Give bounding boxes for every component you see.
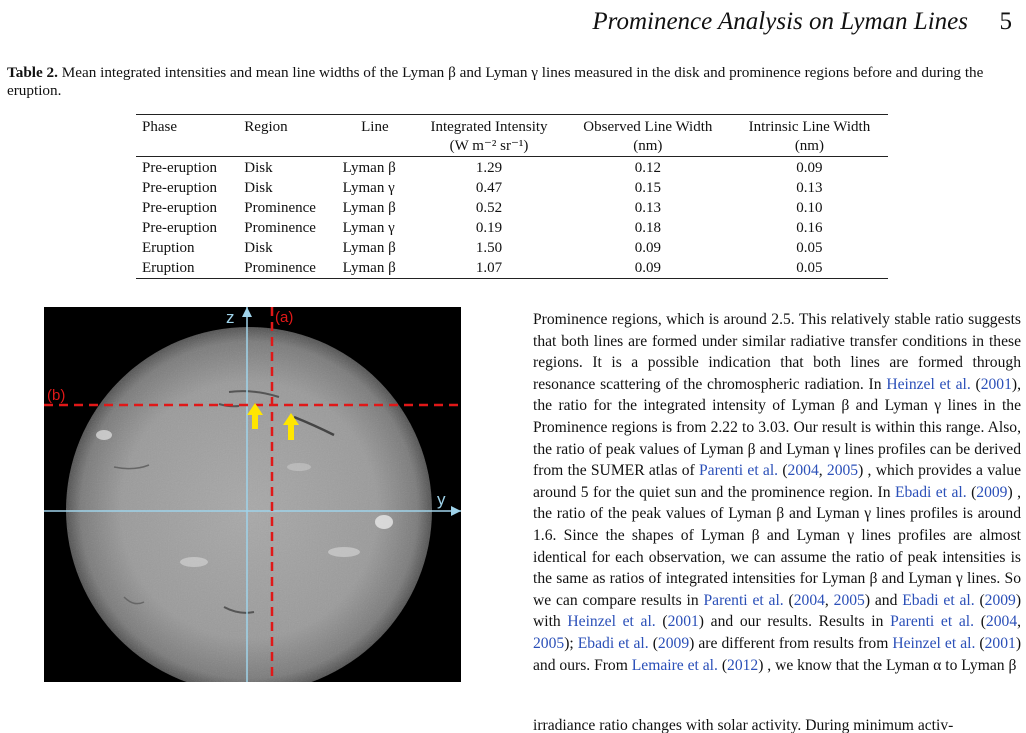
solar-disk-figure <box>44 307 461 682</box>
cell-phase: Pre-eruption <box>142 220 217 236</box>
cell-region: Prominence <box>238 258 336 279</box>
cell-intensity: 1.50 <box>475 240 503 256</box>
solar-disk-svg <box>44 307 461 682</box>
text-run: Prominence regions, which is around 2.5. This relatively stable ratio suggests that both lines are formed under similar radiative transfer conditions in these regions. It is a possible indication that both lines are formed through resonance scattering of the chromospheric radiation. In <box>533 311 1021 393</box>
unit-observed-width: (nm) <box>565 137 731 157</box>
text-run: and <box>870 591 903 609</box>
table-header-row <box>136 115 888 138</box>
clipped-line <box>533 715 1021 733</box>
table-row <box>136 218 888 238</box>
caption-text: Mean integrated intensities and mean line widths of the Lyman β and Lyman γ lines measured in the disk and prominence regions before and during the eruption. <box>7 64 984 99</box>
cell-intensity: 1.29 <box>475 160 503 176</box>
text-run: , the ratio for the integrated intensity of Lyman β and Lyman γ lines in the Prominence regions is from 2.22 to 3.03. Our result is within this range. Also, the ratio of peak values of Lyman β and Lyman γ lines profiles can be derived from the SUMER atlas of <box>533 375 1021 480</box>
citation-year-link[interactable]: 2001 <box>984 634 1016 652</box>
cell-observed-width: 0.13 <box>634 200 661 216</box>
table-row <box>136 198 888 218</box>
cut-b-label: (b) <box>47 387 66 404</box>
running-header <box>0 8 1026 42</box>
table-label: Table 2. <box>7 64 58 81</box>
col-phase: Phase <box>136 115 238 138</box>
citation-link[interactable]: Parenti et al. <box>890 613 975 631</box>
cell-observed-width: 0.09 <box>565 258 731 279</box>
table-caption <box>7 64 1019 100</box>
cell-region: Prominence <box>244 200 316 216</box>
citation-link[interactable]: Parenti et al. <box>703 591 784 609</box>
z-axis-label: z <box>226 308 235 327</box>
citation-link[interactable]: Ebadi et al. <box>894 483 967 501</box>
citation-link[interactable]: Lemaire et al. <box>631 656 718 674</box>
citation-year-link[interactable]: 2004 <box>793 591 825 609</box>
text-run: with <box>533 613 568 631</box>
cell-intrinsic-width: 0.05 <box>796 240 823 256</box>
cell-observed-width: 0.12 <box>634 160 661 176</box>
cell-line: Lyman β <box>337 258 413 279</box>
citation-year-link[interactable]: 2009 <box>984 591 1016 609</box>
page-number: 5 <box>999 8 1012 35</box>
cell-region: Disk <box>244 180 273 196</box>
cell-intensity: 1.07 <box>413 258 565 279</box>
table-row <box>136 238 888 258</box>
col-observed-width: Observed Line Width <box>565 115 731 138</box>
text-run: , which provides a value around 5 for the quiet sun and the prominence region. In <box>533 462 1022 501</box>
cell-region: Prominence <box>244 220 316 236</box>
cell-intrinsic-width: 0.10 <box>796 200 823 216</box>
cell-line: Lyman β <box>342 200 396 216</box>
cell-observed-width: 0.09 <box>634 240 661 256</box>
cell-line: Lyman γ <box>342 180 395 196</box>
cell-phase: Pre-eruption <box>142 180 217 196</box>
text-run: ; <box>569 634 578 652</box>
table-units-row <box>136 137 888 157</box>
cell-region: Disk <box>244 240 273 256</box>
cell-region: Disk <box>244 160 273 176</box>
cell-phase: Eruption <box>136 258 238 279</box>
cell-phase: Pre-eruption <box>142 160 217 176</box>
col-intrinsic-width: Intrinsic Line Width <box>731 115 888 138</box>
text-run: , we know that the Lyman α to Lyman β <box>763 656 1017 674</box>
cell-phase: Eruption <box>142 240 195 256</box>
text-run: , the ratio of the peak values of Lyman β and Lyman γ lines profiles is around 1.6. Since the shapes of Lyman β and Lyman γ lines profiles are almost identical for each observation, we can assume the ratio of peak intensities is the same as ratios of integrated intensities for Lyman β and Lyman γ lines. So we can compare results in <box>533 483 1021 609</box>
cell-intrinsic-width: 0.16 <box>796 220 823 236</box>
citation-year-link[interactable]: 2005 <box>833 591 865 609</box>
citation-link[interactable]: Heinzel et al. <box>886 375 971 393</box>
cell-intensity: 0.47 <box>475 180 503 196</box>
citation-link[interactable]: Heinzel et al. <box>567 613 656 631</box>
text-run: are different from results from <box>694 634 893 652</box>
cell-intrinsic-width: 0.09 <box>796 160 823 176</box>
y-axis-label: y <box>437 490 446 509</box>
cell-intensity: 0.52 <box>475 200 503 216</box>
text-run: irradiance ratio changes with solar activity. During minimum activ- <box>533 717 954 733</box>
text-run: and our results. Results in <box>703 613 891 631</box>
citation-link[interactable]: Ebadi et al. <box>902 591 975 609</box>
cell-intensity: 0.19 <box>475 220 503 236</box>
table-row <box>136 157 888 179</box>
cell-observed-width: 0.15 <box>634 180 661 196</box>
body-paragraph: Prominence regions, which is around 2.5. This relatively stable ratio suggests that both lines are formed under similar radiative transfer conditions in these regions. It is a possible indication that both lines are formed through resonance scattering of the chromospheric radiation. In Heinzel et al. (2001), the ratio for the integrated intensity of Lyman β and Lyman γ lines in the Prominence regions is from 2.22 to 3.03. Our result is within this range. Also, the ratio of peak values of Lyman β and Lyman γ lines profiles can be derived from the SUMER atlas of Parenti et al. (2004, 2005) , which provides a value around 5 for the quiet sun and the prominence region. In Ebadi et al. (2009) , the ratio of the peak values of Lyman β and Lyman γ lines profiles is around 1.6. Since the shapes of Lyman β and Lyman γ lines profiles are almost identical for each observation, we can assume the ratio of peak intensities is the same as ratios of integrated intensities for Lyman β and Lyman γ lines. So we can compare results in Parenti et al. (2004, 2005) and Ebadi et al. (2009) with Heinzel et al. (2001) and our results. Results in Parenti et al. (2004, 2005); Ebadi et al. (2009) are different from results from Heinzel et al. (2001) and ours. From Lemaire et al. (2012) , we know that the Lyman α to Lyman β <box>533 311 1022 674</box>
citation-link[interactable]: Ebadi et al. <box>577 634 649 652</box>
intensity-table <box>136 114 888 279</box>
citation-year-link[interactable]: 2004 <box>787 462 819 480</box>
citation-year-link[interactable]: 2009 <box>657 634 690 652</box>
cut-a-label: (a) <box>275 309 294 326</box>
cell-line: Lyman γ <box>342 220 395 236</box>
table-row <box>136 178 888 198</box>
citation-link[interactable]: Parenti et al. <box>698 462 779 480</box>
cell-observed-width: 0.18 <box>634 220 661 236</box>
cell-intrinsic-width: 0.05 <box>731 258 888 279</box>
cell-line: Lyman β <box>342 160 396 176</box>
citation-year-link[interactable]: 2004 <box>985 613 1018 631</box>
unit-line <box>337 137 413 157</box>
cell-intrinsic-width: 0.13 <box>796 180 823 196</box>
citation-link[interactable]: Heinzel et al. <box>892 634 976 652</box>
running-title: Prominence Analysis on Lyman Lines <box>592 8 968 35</box>
text-run: and ours. From <box>533 656 632 674</box>
citation-year-link[interactable]: 2001 <box>667 613 699 631</box>
col-region: Region <box>238 115 336 138</box>
citation-year-link[interactable]: 2012 <box>727 656 759 674</box>
cell-line: Lyman β <box>342 240 396 256</box>
cell-phase: Pre-eruption <box>142 200 217 216</box>
unit-phase <box>136 137 238 157</box>
col-intensity: Integrated Intensity <box>413 115 565 138</box>
table-row <box>136 258 888 279</box>
col-line: Line <box>337 115 413 138</box>
citation-year-link[interactable]: 2009 <box>976 483 1008 501</box>
citation-year-link[interactable]: 2005 <box>826 462 859 480</box>
unit-intrinsic-width: (nm) <box>731 137 888 157</box>
unit-region <box>238 137 336 157</box>
citation-year-link[interactable]: 2001 <box>980 375 1012 393</box>
citation-year-link[interactable]: 2005 <box>533 634 565 652</box>
unit-intensity: (W m⁻² sr⁻¹) <box>413 137 565 157</box>
